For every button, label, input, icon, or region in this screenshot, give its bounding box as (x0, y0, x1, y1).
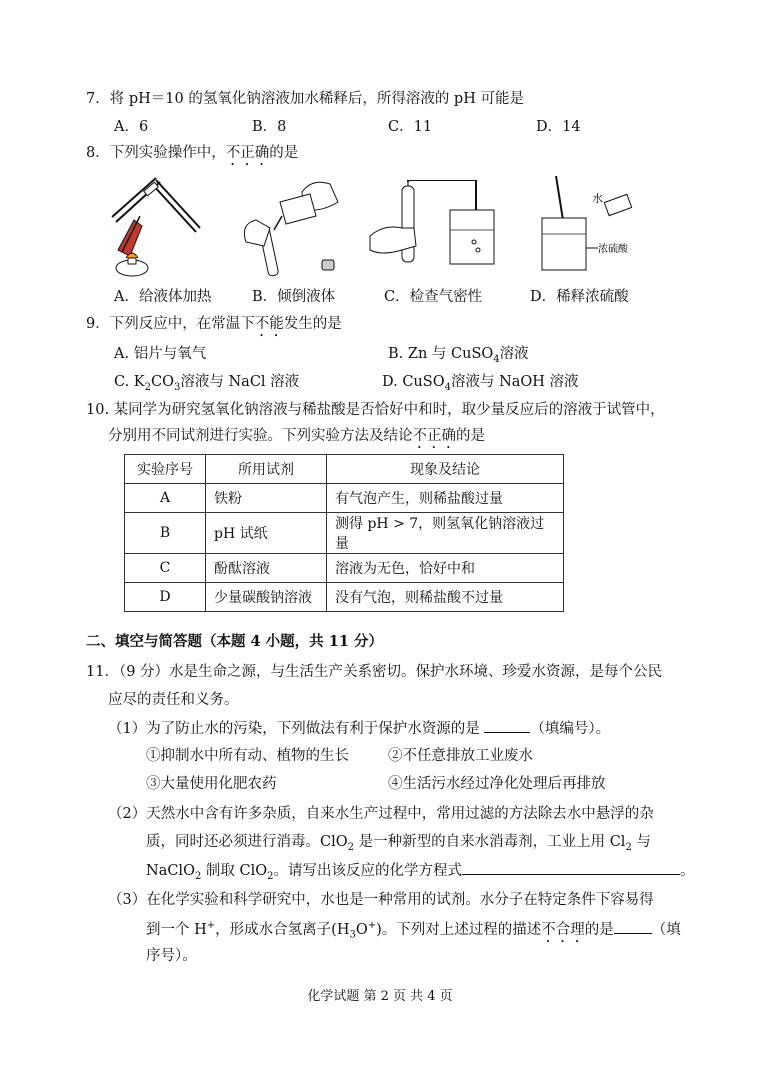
q10-stem-line2: 分别用不同试剂进行实验。下列实验方法及结论不正确的是 (108, 428, 485, 444)
q11-part2-line1: （2）天然水中含有许多杂质，自来水生产过程中，常用过滤的方法除去水中悬浮的杂 (108, 806, 654, 822)
q7-option-b: B．8 (252, 119, 287, 135)
q11-part3-line1: （3）在化学实验和科学研究中，水也是一种常用的试剂。水分子在特定条件下容易得 (108, 892, 654, 908)
table-cell: 有气泡产生，则稀盐酸过量 (327, 484, 564, 513)
q9-stem: 9．下列反应中，在常温下不能发生的是 (86, 316, 342, 332)
table-cell: 铁粉 (206, 484, 327, 513)
q11-p1-option-4: ④生活污水经过净化处理后再排放 (388, 776, 606, 792)
q9-option-c: C. $K_2CO_3$溶液与 NaCl 溶液 (114, 374, 300, 393)
q8-emphasis: 不正确 (225, 145, 270, 161)
table-cell: D (125, 583, 206, 612)
table-cell: 没有气泡，则稀盐酸不过量 (327, 583, 564, 612)
table-row (125, 583, 564, 612)
table-header: 实验序号 (125, 455, 206, 484)
table-row (125, 554, 564, 583)
q9-emphasis: 不能 (254, 316, 284, 332)
q8-caption-c: C．检查气密性 (384, 289, 483, 305)
q11-part3-line3: 序号）。 (146, 948, 197, 964)
q11-p1-option-2: ②不任意排放工业废水 (388, 748, 533, 764)
q11-stem-line1: 11．（9 分）水是生命之源，与生活生产关系密切。保护水环境、珍爱水资源，是每个公民 (86, 664, 663, 680)
q8-stem: 8．下列实验操作中，不正确的是 (86, 145, 299, 161)
table-cell: 溶液为无色，恰好中和 (327, 554, 564, 583)
equation-blank[interactable] (462, 860, 680, 875)
q11-part2-line2: 质，同时还必须进行消毒。ClO$_2$ 是一种新型的自来水消毒剂，工业上用 $Cl_2$ 与 (146, 834, 651, 853)
q11-emphasis: 不合理 (541, 921, 585, 938)
q11-part2-line3: NaClO$_2$ 制取 ClO$_2$。请写出该反应的化学方程式 。 (146, 860, 695, 887)
figure-dilute-sulfuric-acid (526, 172, 638, 280)
table-cell: B (125, 513, 206, 554)
table-header: 所用试剂 (206, 455, 327, 484)
table-header-row (125, 455, 564, 484)
table-header: 现象及结论 (327, 455, 564, 484)
q7-stem: 7．将 pH＝10 的氢氧化钠溶液加水稀释后，所得溶液的 pH 可能是 (86, 91, 524, 107)
table-cell: C (125, 554, 206, 583)
table-row (125, 513, 564, 554)
q10-stem-line1: 10. 某同学为研究氢氧化钠溶液与稀盐酸是否恰好中和时，取少量反应后的溶液于试管中， (86, 402, 665, 418)
q11-stem-line2: 应尽的责任和义务。 (108, 692, 239, 708)
table-cell: 少量碳酸钠溶液 (206, 583, 327, 612)
q7-option-a: A．6 (114, 119, 149, 135)
answer-blank[interactable] (614, 919, 652, 934)
page-footer: 化学试题 第 2 页 共 4 页 (307, 989, 453, 1004)
q9-option-b: B. Zn 与 CuSO$_4$溶液 (388, 346, 529, 365)
label-conc-acid: 浓硫酸 (598, 244, 628, 255)
q11-part1-stem: （1）为了防止水的污染，下列做法有利于保护水资源的是 （填编号）。 (108, 718, 610, 739)
figure-heating-liquid (104, 172, 208, 284)
section-title: 二、填空与简答题（本题 4 小题，共 11 分） (86, 633, 383, 650)
figure-pouring-liquid (240, 172, 342, 282)
table-cell: pH 试纸 (206, 513, 327, 554)
q7-option-d: D．14 (536, 119, 581, 135)
figure-check-airtightness (366, 180, 500, 280)
q7-option-c: C．11 (388, 119, 433, 135)
q8-caption-d: D．稀释浓硫酸 (530, 289, 629, 305)
answer-blank[interactable] (484, 718, 530, 733)
table-cell: A (125, 484, 206, 513)
q8-caption-b: B．倾倒液体 (252, 289, 336, 305)
q10-table (124, 454, 564, 612)
q9-option-d: D. CuSO$_4$溶液与 NaOH 溶液 (382, 374, 579, 393)
q11-p1-option-3: ③大量使用化肥农药 (146, 776, 277, 792)
q8-caption-a: A．给液体加热 (114, 289, 212, 305)
table-row (125, 484, 564, 513)
table-cell: 测得 pH > 7，则氢氧化钠溶液过量 (327, 513, 564, 554)
table-cell: 酚酞溶液 (206, 554, 327, 583)
q11-p1-option-1: ①抑制水中所有动、植物的生长 (146, 748, 349, 764)
q9-option-a: A. 铝片与氧气 (114, 346, 207, 362)
q11-part3-line2: 到一个 H+，形成水合氢离子$(H_3O^+)$。下列对上述过程的描述不合理的是 （填 (146, 920, 681, 941)
label-water: 水 (592, 192, 603, 205)
q10-emphasis: 不正确 (412, 428, 456, 444)
